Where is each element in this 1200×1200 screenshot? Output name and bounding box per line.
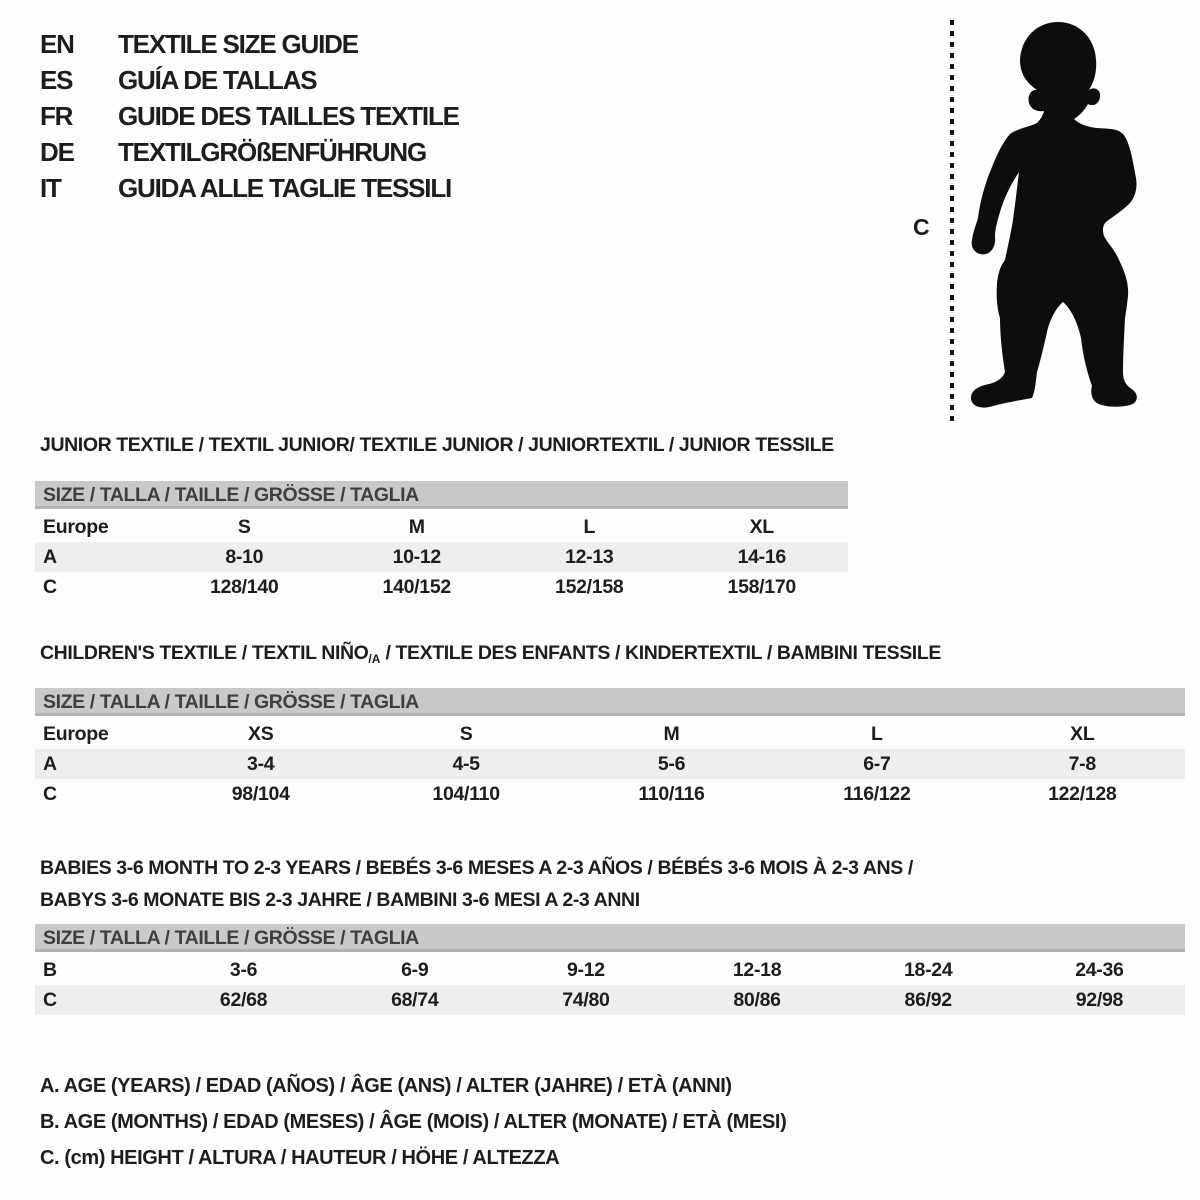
height-measure-figure	[905, 16, 1165, 428]
height-value: 80/86	[733, 988, 781, 1011]
age-value: 3-4	[247, 752, 275, 775]
children-section-title	[40, 642, 941, 666]
lang-code: DE	[40, 136, 74, 167]
lang-code: FR	[40, 100, 73, 131]
babies-section-title	[40, 852, 913, 916]
height-value: 152/158	[555, 575, 624, 598]
babies-title-line1: BABIES 3-6 MONTH TO 2-3 YEARS / BEBÉS 3-6 MESES A 2-3 AÑOS / BÉBÉS 3-6 MOIS À 2-3 ANS /	[40, 857, 913, 879]
age-value: 10-12	[392, 545, 441, 568]
measure-label-c: C	[913, 214, 930, 240]
height-value: 68/74	[391, 988, 439, 1011]
lang-title: TEXTILGRÖßENFÜHRUNG	[118, 136, 426, 167]
lang-title: TEXTILE SIZE GUIDE	[118, 28, 358, 59]
size-value: M	[408, 515, 425, 538]
size-header-bar: SIZE / TALLA / TAILLE / GRÖSSE / TAGLIA	[35, 481, 848, 509]
size-value: XL	[749, 515, 774, 538]
lang-row-fr	[40, 98, 459, 134]
age-value: 18-24	[904, 958, 953, 981]
height-value: 140/152	[382, 575, 451, 598]
footnote-b: B. AGE (MONTHS) / EDAD (MESES) / ÂGE (MOIS) / ALTER (MONATE) / ETÀ (MESI)	[40, 1111, 787, 1133]
legend-footnotes	[40, 1068, 786, 1176]
height-value: 98/104	[231, 782, 290, 805]
age-value: 24-36	[1075, 958, 1124, 981]
row-label: B	[43, 958, 57, 981]
lang-code: EN	[40, 28, 74, 59]
title-text: CHILDREN'S TEXTILE / TEXTIL NIÑO	[40, 642, 369, 664]
babies-title-line2: BABYS 3-6 MONATE BIS 2-3 JAHRE / BAMBINI 3-6 MESI A 2-3 ANNI	[40, 889, 640, 911]
age-value: 3-6	[229, 958, 258, 981]
table-row	[35, 779, 1185, 809]
row-label: Europe	[43, 722, 109, 745]
toddler-silhouette	[905, 16, 1165, 428]
junior-size-table	[35, 481, 848, 602]
row-label: Europe	[43, 515, 109, 538]
size-header-bar: SIZE / TALLA / TAILLE / GRÖSSE / TAGLIA	[35, 688, 1185, 716]
row-label: A	[43, 545, 57, 568]
size-header-bar: SIZE / TALLA / TAILLE / GRÖSSE / TAGLIA	[35, 924, 1185, 952]
age-value: 14-16	[737, 545, 786, 568]
age-value: 8-10	[225, 545, 264, 568]
lang-row-es	[40, 62, 459, 98]
language-title-list	[40, 26, 459, 206]
height-value: 110/116	[638, 782, 705, 805]
age-value: 9-12	[566, 958, 605, 981]
lang-title: GUIDE DES TAILLES TEXTILE	[118, 100, 459, 131]
lang-code: IT	[40, 172, 61, 203]
size-value: XS	[247, 722, 274, 745]
row-label: C	[43, 782, 57, 805]
table-row	[35, 542, 848, 572]
row-label: C	[43, 575, 57, 598]
footnote-c: C. (cm) HEIGHT / ALTURA / HAUTEUR / HÖHE / ALTEZZA	[40, 1147, 560, 1169]
babies-size-table	[35, 924, 1185, 1015]
age-value: 12-13	[565, 545, 614, 568]
table-row	[35, 512, 848, 542]
height-value: 116/122	[843, 782, 911, 805]
title-text: / TEXTILE DES ENFANTS / KINDERTEXTIL / BAMBINI TESSILE	[380, 642, 941, 664]
size-value: S	[459, 722, 473, 745]
height-value: 104/110	[432, 782, 500, 805]
footnote-a: A. AGE (YEARS) / EDAD (AÑOS) / ÂGE (ANS) / ALTER (JAHRE) / ETÀ (ANNI)	[40, 1075, 732, 1097]
children-size-table	[35, 688, 1185, 809]
junior-section-title: JUNIOR TEXTILE / TEXTIL JUNIOR/ TEXTILE JUNIOR / JUNIORTEXTIL / JUNIOR TESSILE	[40, 434, 834, 456]
lang-title: GUÍA DE TALLAS	[118, 64, 317, 95]
table-row	[35, 955, 1185, 985]
size-value: L	[583, 515, 596, 538]
lang-row-de	[40, 134, 459, 170]
table-row	[35, 749, 1185, 779]
size-value: M	[663, 722, 680, 745]
height-value: 86/92	[904, 988, 952, 1011]
age-value: 12-18	[732, 958, 782, 981]
age-value: 6-7	[863, 752, 891, 775]
lang-row-it	[40, 170, 459, 206]
lang-row-en	[40, 26, 459, 62]
size-value: L	[871, 722, 883, 745]
table-row	[35, 985, 1185, 1015]
row-label: A	[43, 752, 57, 775]
row-label: C	[43, 988, 57, 1011]
age-value: 4-5	[452, 752, 480, 775]
lang-title: GUIDA ALLE TAGLIE TESSILI	[118, 172, 452, 203]
height-value: 158/170	[727, 575, 796, 598]
age-value: 6-9	[401, 958, 429, 981]
size-value: XL	[1070, 722, 1095, 745]
height-value: 92/98	[1075, 988, 1124, 1011]
table-row	[35, 572, 848, 602]
table-row	[35, 719, 1185, 749]
title-subscript: /A	[368, 652, 381, 666]
height-value: 128/140	[210, 575, 279, 598]
age-value: 7-8	[1068, 752, 1096, 775]
height-value: 74/80	[562, 988, 610, 1011]
age-value: 5-6	[657, 752, 686, 775]
height-value: 62/68	[219, 988, 268, 1011]
size-value: S	[237, 515, 251, 538]
lang-code: ES	[40, 64, 73, 95]
height-value: 122/128	[1048, 782, 1117, 805]
